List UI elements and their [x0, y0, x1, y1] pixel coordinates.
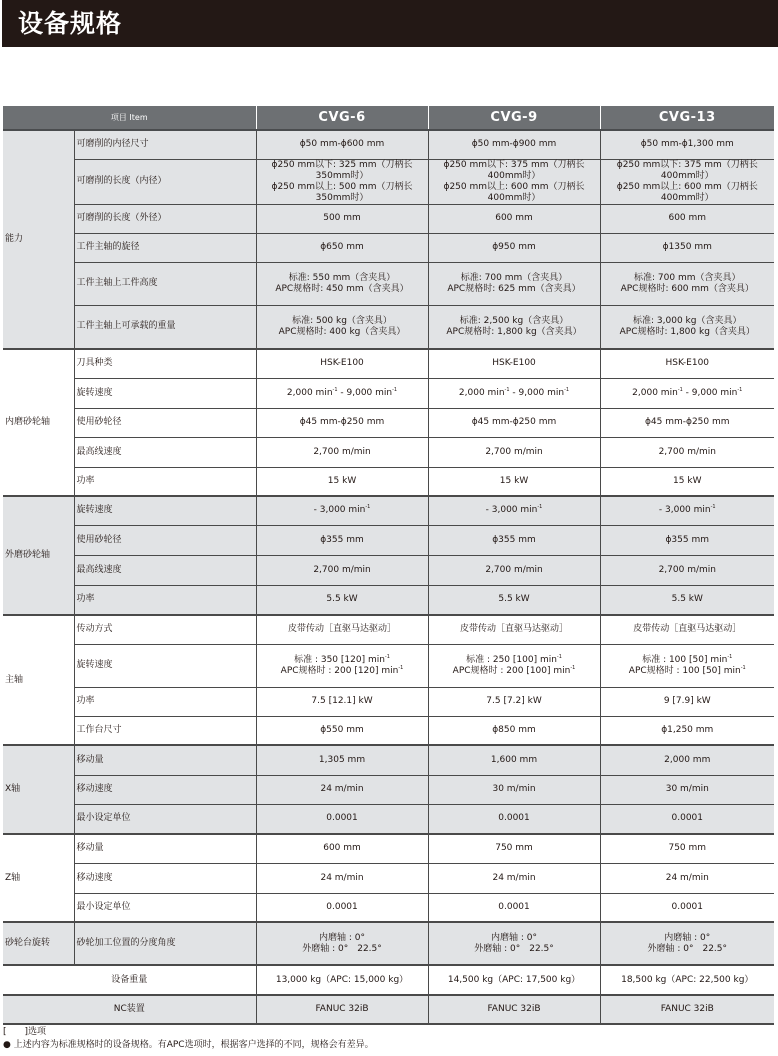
footnotes: [3, 1026, 374, 1052]
value-line: 内磨轴 : 0°: [664, 932, 711, 943]
title-bar: [2, 0, 778, 47]
value-cell: 500 mm: [256, 204, 428, 233]
item-label: 最高线速度: [74, 437, 256, 467]
item-label: 移动速度: [74, 863, 256, 893]
value-line: 标准: 3,000 kg（含夹具）: [633, 315, 742, 326]
value-cell: 2,000 mm: [600, 745, 774, 775]
item-label: 设备重量: [3, 965, 256, 995]
value-cell: ϕ50 mm-ϕ600 mm: [256, 130, 428, 159]
value-cell: 9 [7.9] kW: [600, 687, 774, 716]
value-cell: 2,000 $\min^{-1} - 9,000$ $\min^{-1}$: [256, 378, 428, 408]
table-row: [3, 687, 774, 716]
value-cell: HSK-E100: [428, 349, 600, 378]
value-cell: 24 m/min: [428, 863, 600, 893]
value-cell: - 3,000 $\min^{-1}$: [428, 496, 600, 525]
item-label: 可磨削的长度（外径）: [74, 204, 256, 233]
value-cell: - 3,000 $\min^{-1}$: [600, 496, 774, 525]
value-cell: 5.5 kW: [256, 585, 428, 615]
value-cell: 24 m/min: [256, 775, 428, 804]
table-row: [3, 893, 774, 922]
value-cell: ϕ550 mm: [256, 716, 428, 745]
value-cell: [600, 305, 774, 349]
table-row: [3, 408, 774, 437]
item-label: 工件主轴上可承载的重量: [74, 305, 256, 349]
option-note: [ ]选项: [3, 1027, 47, 1037]
table-row: [3, 644, 774, 687]
value-line: 外磨轴 : 0° 22.5°: [474, 943, 554, 954]
item-label: 移动量: [74, 745, 256, 775]
value-cell: 15 kW: [600, 467, 774, 496]
value-cell: 2,700 m/min: [428, 555, 600, 585]
value-cell: 5.5 kW: [600, 585, 774, 615]
value-line: ϕ250 mm以上: 600 mm（刀柄长400mm时）: [616, 181, 758, 203]
value-cell: 15 kW: [256, 467, 428, 496]
item-label: 刀具种类: [74, 349, 256, 378]
value-cell: HSK-E100: [256, 349, 428, 378]
value-cell: 0.0001: [600, 804, 774, 834]
table-row: [3, 305, 774, 349]
item-label: 使用砂轮径: [74, 525, 256, 555]
table-row: [3, 585, 774, 615]
header-item: 项目 Item: [3, 106, 256, 130]
value-cell: FANUC 32iB: [600, 995, 774, 1024]
value-cell: 皮带传动［直驱马达驱动］: [256, 615, 428, 644]
value-cell: ϕ1,250 mm: [600, 716, 774, 745]
value-cell: 2,700 m/min: [428, 437, 600, 467]
group-2: [3, 496, 774, 615]
value-cell: HSK-E100: [600, 349, 774, 378]
item-label: 功率: [74, 585, 256, 615]
value-cell: ϕ650 mm: [256, 233, 428, 262]
value-cell: 24 m/min: [256, 863, 428, 893]
table-row: [3, 378, 774, 408]
value-line: APC规格时 : 200 [120] $\min^{-1}$: [280, 664, 404, 676]
value-line: 标准 : 100 [50] $\min^{-1}$: [642, 653, 733, 665]
item-label: 可磨削的内径尺寸: [74, 130, 256, 159]
group-0: [3, 130, 774, 349]
value-cell: ϕ850 mm: [428, 716, 600, 745]
table-row: [3, 922, 774, 965]
group-label: 内磨砂轮轴: [3, 349, 74, 496]
table-row: [3, 159, 774, 204]
value-cell: 7.5 [12.1] kW: [256, 687, 428, 716]
item-label: 功率: [74, 687, 256, 716]
group-label: 能力: [3, 130, 74, 349]
value-line: 外磨轴 : 0° 22.5°: [302, 943, 382, 954]
table-row: [3, 233, 774, 262]
value-cell: ϕ45 mm-ϕ250 mm: [428, 408, 600, 437]
table-row: [3, 555, 774, 585]
item-label: 最高线速度: [74, 555, 256, 585]
page-title: 设备规格: [18, 9, 123, 38]
value-cell: 2,700 m/min: [256, 555, 428, 585]
value-cell: 皮带传动［直驱马达驱动］: [600, 615, 774, 644]
value-cell: ϕ1350 mm: [600, 233, 774, 262]
value-cell: 皮带传动［直驱马达驱动］: [428, 615, 600, 644]
value-line: APC规格时 : 100 [50] $\min^{-1}$: [628, 664, 746, 676]
value-cell: 750 mm: [600, 834, 774, 863]
value-cell: [428, 644, 600, 687]
single-row-group-0: [3, 965, 774, 995]
value-cell: [256, 644, 428, 687]
group-1: [3, 349, 774, 496]
value-line: 标准 : 250 [100] $\min^{-1}$: [466, 653, 562, 665]
value-cell: 13,000 kg（APC: 15,000 kg）: [256, 965, 428, 995]
value-cell: 750 mm: [428, 834, 600, 863]
value-cell: 1,600 mm: [428, 745, 600, 775]
value-cell: ϕ355 mm: [600, 525, 774, 555]
value-line: 外磨轴 : 0° 22.5°: [647, 943, 728, 954]
value-line: 内磨轴 : 0°: [319, 932, 365, 943]
table-row: [3, 467, 774, 496]
table-row: [3, 775, 774, 804]
value-cell: 14,500 kg（APC: 17,500 kg）: [428, 965, 600, 995]
item-label: 工件主轴的旋径: [74, 233, 256, 262]
table-row: [3, 496, 774, 525]
group-4: [3, 745, 774, 834]
item-label: 旋转速度: [74, 378, 256, 408]
value-cell: 0.0001: [256, 893, 428, 922]
item-label: 可磨削的长度（内径）: [74, 159, 256, 204]
value-cell: 30 m/min: [428, 775, 600, 804]
value-line: ϕ250 mm以下: 375 mm（刀柄长400mm时）: [616, 159, 758, 181]
value-line: 标准: 550 mm（含夹具）: [288, 272, 396, 283]
value-cell: [600, 644, 774, 687]
value-line: ϕ250 mm以上: 500 mm（刀柄长350mm时）: [271, 181, 413, 203]
header-model-cvg13: CVG-13: [600, 106, 774, 130]
value-line: 标准: 500 kg（含夹具）: [292, 315, 392, 326]
value-line: 标准: 2,500 kg（含夹具）: [459, 315, 569, 326]
value-cell: 2,000 $\min^{-1} - 9,000$ $\min^{-1}$: [428, 378, 600, 408]
table-row: [3, 437, 774, 467]
value-cell: [428, 159, 600, 204]
value-cell: ϕ50 mm-ϕ900 mm: [428, 130, 600, 159]
item-label: 移动量: [74, 834, 256, 863]
value-cell: [428, 262, 600, 305]
value-cell: [600, 159, 774, 204]
value-line: APC规格时: 625 mm（含夹具）: [447, 283, 581, 294]
value-cell: 0.0001: [600, 893, 774, 922]
value-cell: 18,500 kg（APC: 22,500 kg）: [600, 965, 774, 995]
table-row: [3, 745, 774, 775]
value-cell: 0.0001: [256, 804, 428, 834]
item-label: 工作台尺寸: [74, 716, 256, 745]
item-label: 最小设定单位: [74, 804, 256, 834]
table-row: [3, 716, 774, 745]
value-cell: [256, 262, 428, 305]
value-line: 内磨轴 : 0°: [491, 932, 537, 943]
item-label: 旋转速度: [74, 496, 256, 525]
header-model-cvg6: CVG-6: [256, 106, 428, 130]
value-cell: ϕ50 mm-ϕ1,300 mm: [600, 130, 774, 159]
value-cell: 5.5 kW: [428, 585, 600, 615]
value-cell: - 3,000 $\min^{-1}$: [256, 496, 428, 525]
table-row: [3, 965, 774, 995]
group-label: 外磨砂轮轴: [3, 496, 74, 615]
value-cell: 600 mm: [600, 204, 774, 233]
value-cell: 1,305 mm: [256, 745, 428, 775]
value-line: 标准: 700 mm（含夹具）: [634, 272, 741, 283]
value-cell: 7.5 [7.2] kW: [428, 687, 600, 716]
table-row: [3, 349, 774, 378]
table-row: [3, 262, 774, 305]
value-cell: 2,000 $\min^{-1} - 9,000$ $\min^{-1}$: [600, 378, 774, 408]
item-label: 工件主轴上工件高度: [74, 262, 256, 305]
value-cell: ϕ45 mm-ϕ250 mm: [256, 408, 428, 437]
value-cell: 2,700 m/min: [600, 437, 774, 467]
item-label: 传动方式: [74, 615, 256, 644]
group-label: X轴: [3, 745, 74, 834]
value-cell: [256, 922, 428, 965]
value-line: ϕ250 mm以下: 325 mm（刀柄长350mm时）: [271, 159, 413, 181]
value-cell: ϕ950 mm: [428, 233, 600, 262]
group-3: [3, 615, 774, 745]
value-line: APC规格时: 1,800 kg（含夹具）: [446, 326, 582, 337]
value-cell: 2,700 m/min: [256, 437, 428, 467]
value-cell: ϕ355 mm: [428, 525, 600, 555]
group-label: 主轴: [3, 615, 74, 745]
item-label: 旋转速度: [74, 644, 256, 687]
single-row-group-1: [3, 995, 774, 1024]
value-cell: ϕ45 mm-ϕ250 mm: [600, 408, 774, 437]
table-row: [3, 863, 774, 893]
table-row: [3, 834, 774, 863]
table-row: [3, 130, 774, 159]
group-5: [3, 834, 774, 922]
item-label: NC装置: [3, 995, 256, 1024]
value-line: APC规格时 : 200 [100] $\min^{-1}$: [452, 664, 576, 676]
table-header-row: [3, 106, 774, 130]
item-label: 砂轮加工位置的分度角度: [74, 922, 256, 965]
value-cell: 24 m/min: [600, 863, 774, 893]
item-label: 最小设定单位: [74, 893, 256, 922]
value-cell: [256, 159, 428, 204]
value-line: APC规格时: 400 kg（含夹具）: [278, 326, 406, 337]
group-6: [3, 922, 774, 965]
value-cell: 0.0001: [428, 804, 600, 834]
value-cell: [256, 305, 428, 349]
remark-note: ● 上述内容为标准规格时的设备规格。有APC选项时，根据客户选择的不同，规格会有差异。: [3, 1040, 374, 1050]
value-cell: ϕ355 mm: [256, 525, 428, 555]
header-model-cvg9: CVG-9: [428, 106, 600, 130]
value-line: 标准: 700 mm（含夹具）: [460, 272, 568, 283]
value-cell: FANUC 32iB: [256, 995, 428, 1024]
table-row: [3, 204, 774, 233]
value-cell: 30 m/min: [600, 775, 774, 804]
value-line: 标准 : 350 [120] $\min^{-1}$: [294, 653, 390, 665]
value-cell: 15 kW: [428, 467, 600, 496]
value-cell: 0.0001: [428, 893, 600, 922]
item-label: 功率: [74, 467, 256, 496]
value-cell: [428, 922, 600, 965]
value-cell: [428, 305, 600, 349]
table-row: [3, 804, 774, 834]
group-label: 砂轮台旋转: [3, 922, 74, 965]
spec-table: [3, 106, 774, 1025]
group-label: Z轴: [3, 834, 74, 922]
item-label: 移动速度: [74, 775, 256, 804]
value-cell: 600 mm: [428, 204, 600, 233]
value-line: APC规格时: 1,800 kg（含夹具）: [619, 326, 755, 337]
item-label: 使用砂轮径: [74, 408, 256, 437]
table-row: [3, 995, 774, 1024]
value-cell: FANUC 32iB: [428, 995, 600, 1024]
table-row: [3, 615, 774, 644]
value-line: APC规格时: 600 mm（含夹具）: [620, 283, 754, 294]
value-cell: [600, 922, 774, 965]
value-cell: 2,700 m/min: [600, 555, 774, 585]
value-line: APC规格时: 450 mm（含夹具）: [275, 283, 409, 294]
value-line: ϕ250 mm以上: 600 mm（刀柄长400mm时）: [443, 181, 585, 203]
value-cell: 600 mm: [256, 834, 428, 863]
value-line: ϕ250 mm以下: 375 mm（刀柄长400mm时）: [443, 159, 585, 181]
value-cell: [600, 262, 774, 305]
table-row: [3, 525, 774, 555]
